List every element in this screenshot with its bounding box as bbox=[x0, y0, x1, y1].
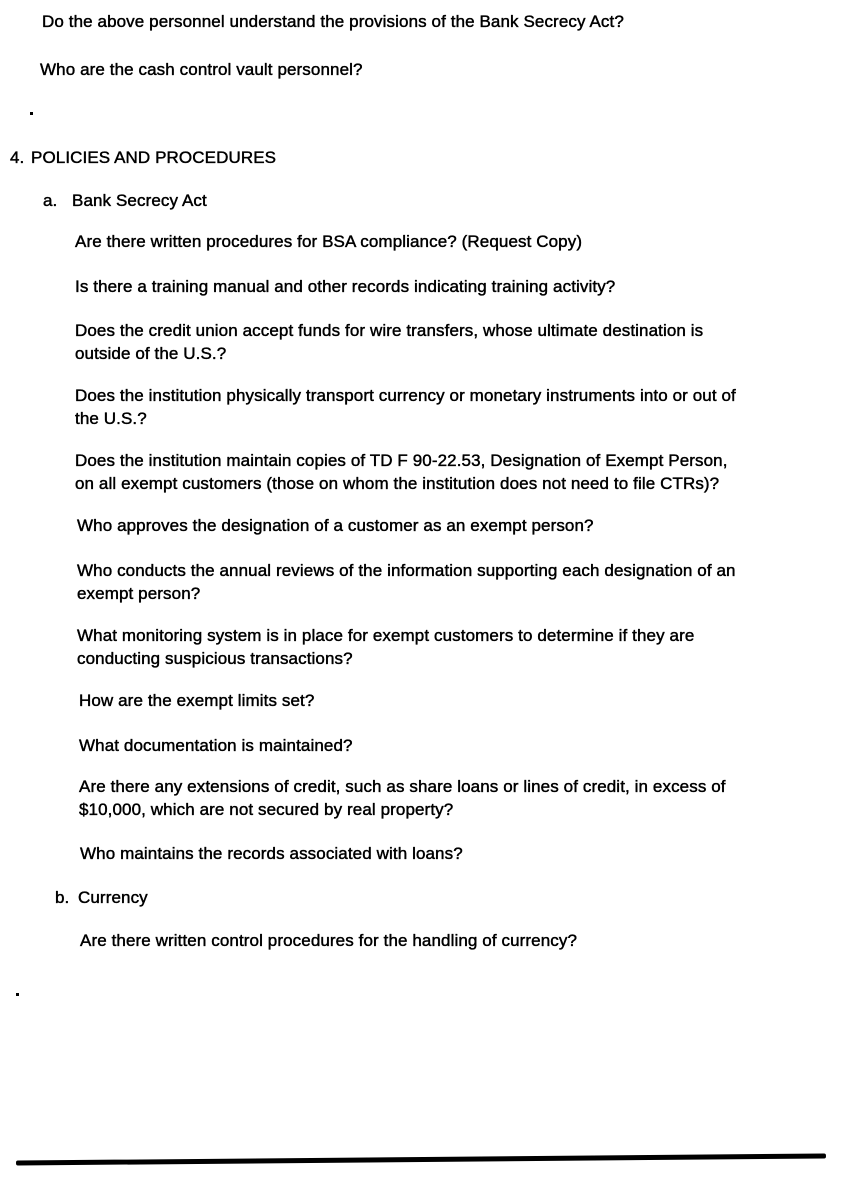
question-line: Does the institution physically transport currency or monetary instruments into or out of bbox=[75, 386, 736, 405]
question-line: Are there written control procedures for the handling of currency? bbox=[80, 931, 578, 950]
question-line: Are there written procedures for BSA compliance? (Request Copy) bbox=[75, 232, 583, 251]
question-line: outside of the U.S.? bbox=[75, 344, 227, 363]
question-line: Are there any extensions of credit, such as share loans or lines of credit, in excess of bbox=[79, 777, 726, 796]
question-line: Who conducts the annual reviews of the information supporting each designation of an bbox=[77, 561, 736, 580]
question-line: $10,000, which are not secured by real property? bbox=[79, 800, 454, 819]
section-title: POLICIES AND PROCEDURES bbox=[31, 148, 277, 167]
bottom-scan-rule bbox=[16, 1153, 826, 1165]
question-line: exempt person? bbox=[77, 584, 201, 603]
question-line: What monitoring system is in place for exempt customers to determine if they are bbox=[77, 626, 695, 645]
question-intro-1: Do the above personnel understand the provisions of the Bank Secrecy Act? bbox=[42, 12, 624, 31]
question-line: What documentation is maintained? bbox=[79, 736, 353, 755]
subsection-a-title: Bank Secrecy Act bbox=[72, 191, 207, 210]
section-number: 4. bbox=[10, 148, 25, 167]
question-line: Does the institution maintain copies of TD F 90-22.53, Designation of Exempt Person, bbox=[75, 451, 728, 470]
question-line: Does the credit union accept funds for wire transfers, whose ultimate destination is bbox=[75, 321, 704, 340]
question-line: How are the exempt limits set? bbox=[79, 691, 315, 710]
subsection-a-letter: a. bbox=[43, 191, 58, 210]
subsection-b-title: Currency bbox=[78, 888, 148, 907]
question-line: Who approves the designation of a customer as an exempt person? bbox=[77, 516, 594, 535]
question-line: conducting suspicious transactions? bbox=[77, 649, 353, 668]
question-line: on all exempt customers (those on whom the institution does not need to file CTRs)? bbox=[75, 474, 720, 493]
scan-speck bbox=[30, 112, 33, 115]
question-intro-2: Who are the cash control vault personnel? bbox=[40, 60, 363, 79]
question-line: Is there a training manual and other records indicating training activity? bbox=[75, 277, 616, 296]
question-line: Who maintains the records associated with loans? bbox=[80, 844, 463, 863]
question-line: the U.S.? bbox=[75, 409, 147, 428]
scan-speck bbox=[16, 993, 19, 996]
subsection-b-letter: b. bbox=[55, 888, 70, 907]
